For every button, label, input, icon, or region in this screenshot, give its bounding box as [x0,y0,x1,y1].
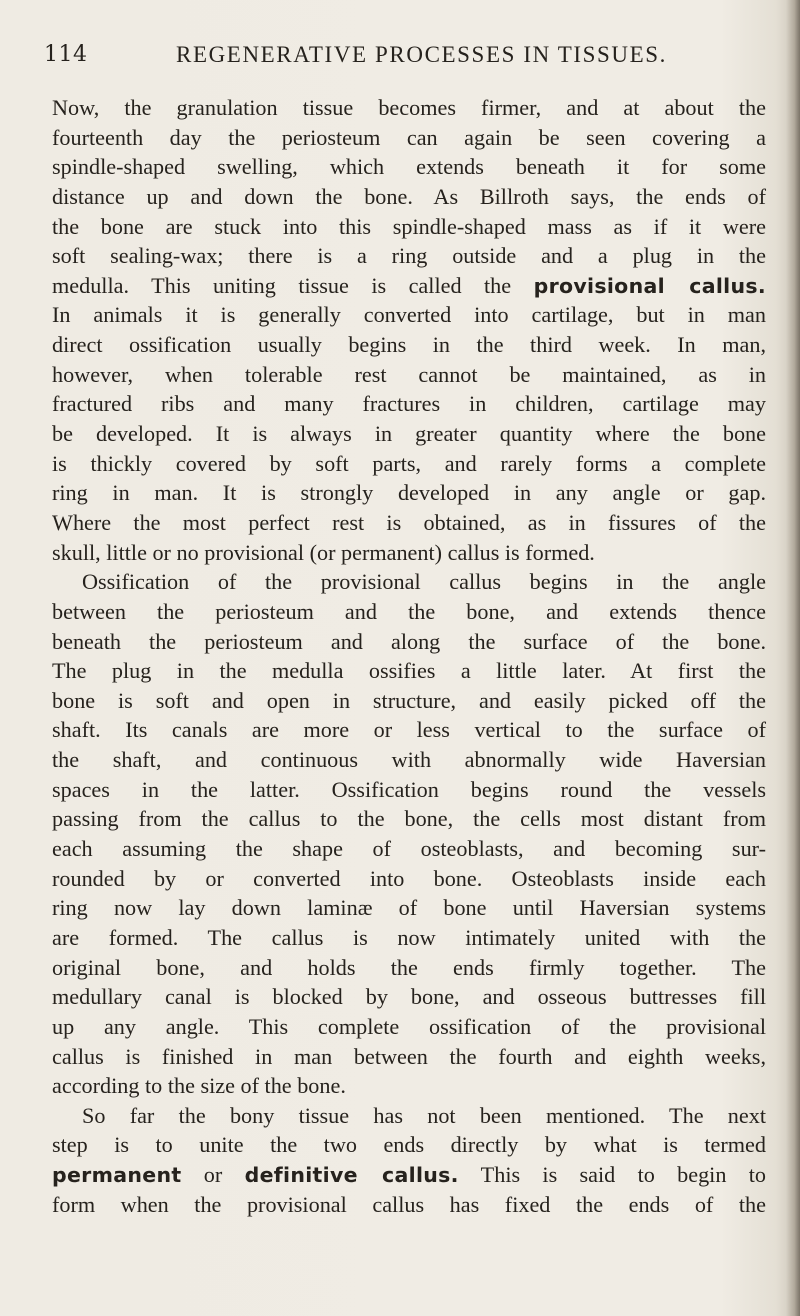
text-line [52,152,766,182]
text-line [52,1012,766,1042]
text-segment: passing from the callus to the bone, the cells most distant from [52,806,766,832]
text-segment: In animals it is generally converted into cartilage, but in man [52,302,766,328]
bold-term: definitive callus. [244,1163,459,1188]
text-line [52,508,766,538]
page-header [36,42,776,82]
text-segment: Now, the granulation tissue becomes firmer, and at about the [52,95,766,120]
text-line [52,241,766,271]
running-head: REGENERATIVE PROCESSES IN TISSUES. [176,42,668,67]
text-line [52,300,766,330]
text-line [52,1042,766,1072]
text-line [52,360,766,390]
text-segment: fractured ribs and many fractures in children, cartilage may [52,391,766,417]
text-segment: between the periosteum and the bone, and extends thence [52,598,766,624]
text-line [52,953,766,983]
text-segment: or [181,1162,245,1188]
text-segment: form when the provisional callus has fixed the ends of the [52,1191,766,1217]
text-line [52,893,766,923]
text-segment: ring in man. It is strongly developed in any angle or gap. [52,480,766,506]
text-line [52,449,766,479]
text-segment: callus is finished in man between the fourth and eighth weeks, [52,1043,766,1069]
text-segment: be developed. It is always in greater quantity where the bone [52,421,766,447]
text-segment: original bone, and holds the ends firmly together. The [52,954,766,980]
text-line [52,597,766,627]
text-line [52,271,766,301]
text-segment: direct ossification usually begins in the third week. In man, [52,332,766,358]
text-segment: the shaft, and continuous with abnormally wide Haversian [52,747,766,773]
text-segment: skull, little or no provisional (or permanent) callus is formed. [52,539,595,565]
page-number: 114 [44,42,88,67]
text-line [52,1071,766,1101]
text-line [52,923,766,953]
text-line [52,864,766,894]
text-line [52,538,766,568]
text-line [52,123,766,153]
text-segment: This is said to begin to [458,1162,767,1188]
text-line [52,212,766,242]
text-segment: medulla. This uniting tissue is called the [52,272,534,298]
text-segment: So far the bony tissue has not been mentioned. The next [82,1102,766,1128]
text-segment: distance up and down the bone. As Billroth says, the ends of [52,183,766,209]
text-segment: bone is soft and open in structure, and easily picked off the [52,687,766,713]
text-line [52,627,766,657]
page-edge-shadow [786,0,800,1316]
text-segment: fourteenth day the periosteum can again be seen covering a [52,124,766,150]
text-segment: rounded by or converted into bone. Osteoblasts inside each [52,865,766,891]
text-segment: The plug in the medulla ossifies a little later. At first the [52,658,766,684]
text-segment: is thickly covered by soft parts, and rarely forms a complete [52,450,766,476]
text-segment: spaces in the latter. Ossification begins round the vessels [52,776,766,802]
text-segment: ring now lay down laminæ of bone until Haversian systems [52,895,766,921]
text-line [52,1190,766,1220]
text-line [52,419,766,449]
text-segment: medullary canal is blocked by bone, and osseous buttresses fill [52,984,766,1010]
text-line [52,745,766,775]
text-line [52,804,766,834]
text-segment: soft sealing-wax; there is a ring outside and a plug in the [52,243,766,269]
text-line [52,686,766,716]
text-line [52,1101,766,1131]
text-segment: the bone are stuck into this spindle-shaped mass as if it were [52,213,766,239]
text-line [52,715,766,745]
text-segment: each assuming the shape of osteoblasts, and becoming sur- [52,836,766,862]
text-line [52,182,766,212]
text-line [52,656,766,686]
text-segment: step is to unite the two ends directly by what is termed [52,1132,766,1158]
text-line [52,478,766,508]
text-line [52,982,766,1012]
text-segment: according to the size of the bone. [52,1073,346,1099]
text-segment: Where the most perfect rest is obtained, as in fissures of the [52,509,766,535]
text-line [52,775,766,805]
text-line [52,1130,766,1160]
text-segment: however, when tolerable rest cannot be maintained, as in [52,361,766,387]
text-segment: beneath the periosteum and along the surface of the bone. [52,628,766,654]
body-text [52,93,766,1219]
text-line [52,330,766,360]
text-line [52,834,766,864]
text-segment: Ossification of the provisional callus begins in the angle [82,569,766,595]
bold-term: permanent [52,1163,182,1188]
text-line [52,567,766,597]
text-segment: up any angle. This complete ossification of the provisional [52,1013,766,1039]
bold-term: provisional callus. [533,273,766,298]
text-line [52,1160,766,1190]
text-line [52,93,766,123]
text-segment: shaft. Its canals are more or less vertical to the surface of [52,717,766,743]
text-segment: are formed. The callus is now intimately united with the [52,924,766,950]
text-line [52,389,766,419]
text-segment: spindle-shaped swelling, which extends beneath it for some [52,154,766,180]
